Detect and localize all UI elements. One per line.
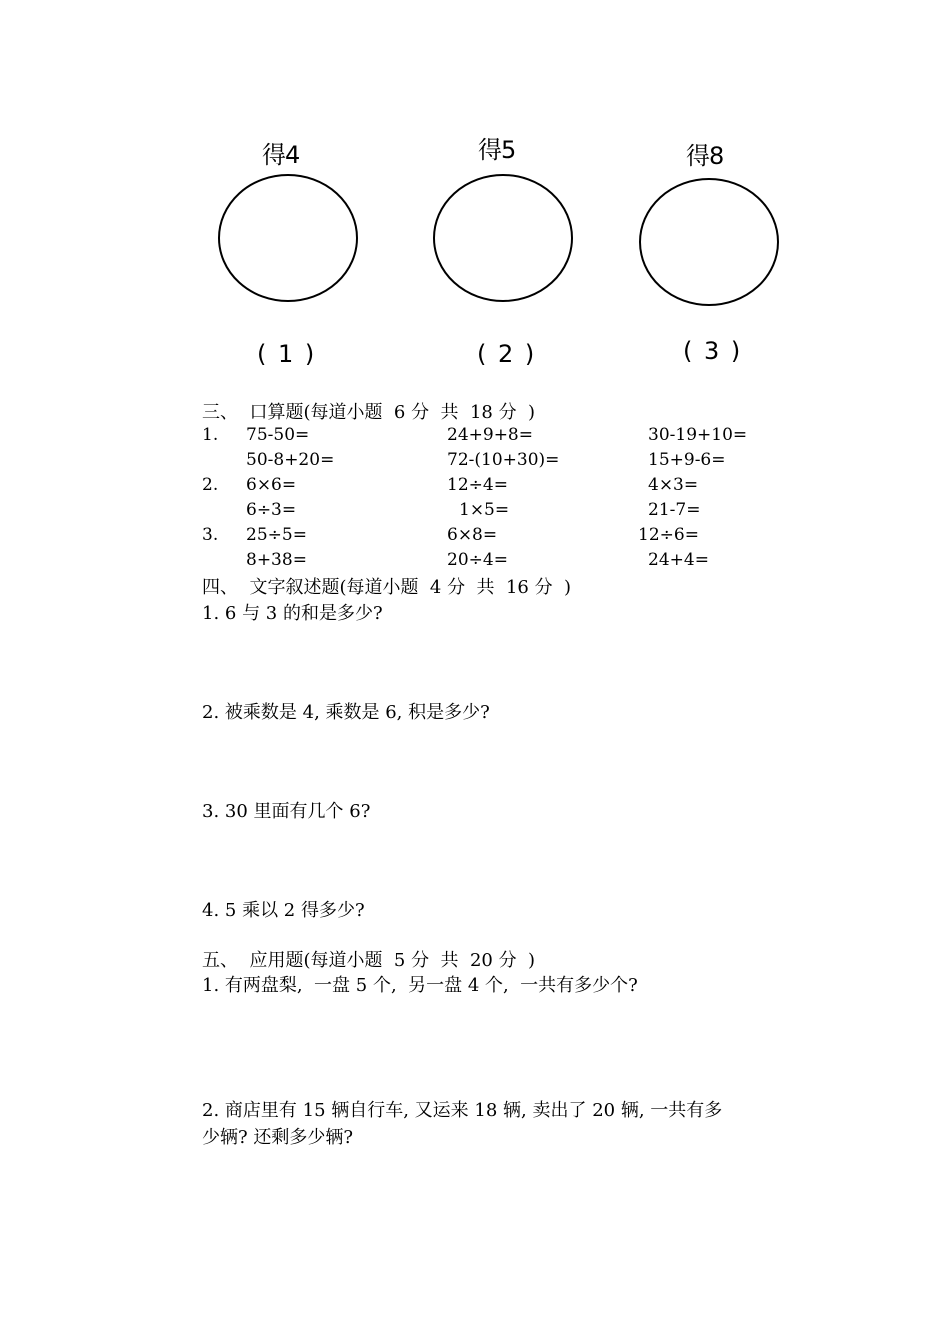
question-text: 1. 6 与 3 的和是多少? [202,603,383,624]
calc-item: 12÷4= [447,475,508,495]
section4-heading: 四、 文字叙述题(每道小题 4 分 共 16 分 ) [202,577,572,598]
circle-label-2: 得5 [478,136,516,164]
calc-item: 21-7= [648,500,701,520]
circle-label-1: 得4 [262,141,300,169]
answer-circle-1[interactable] [216,172,362,306]
circle-number-3: ( 3 ) [683,337,743,365]
question-text: 3. 30 里面有几个 6? [202,801,371,822]
answer-circle-3[interactable] [637,176,783,310]
calc-item: 24+9+8= [447,425,533,445]
question-text: 少辆? 还剩多少辆? [202,1127,354,1148]
row-number: 2. [202,475,219,495]
calc-item: 72-(10+30)= [447,450,560,470]
calc-item: 12÷6= [638,525,699,545]
question-text: 2. 被乘数是 4, 乘数是 6, 积是多少? [202,702,490,723]
question-text: 1. 有两盘梨, 一盘 5 个, 另一盘 4 个, 一共有多少个? [202,975,638,996]
calc-item: 20÷4= [447,550,508,570]
row-number: 1. [202,425,219,445]
calc-item: 1×5= [459,500,510,520]
section5-heading: 五、 应用题(每道小题 5 分 共 20 分 ) [202,950,536,971]
circle-label-3: 得8 [686,142,724,170]
circle-number-1: ( 1 ) [257,340,317,368]
calc-item: 15+9-6= [648,450,726,470]
answer-circle-2[interactable] [431,172,577,306]
calc-item: 24+4= [648,550,709,570]
row-number: 3. [202,525,219,545]
calc-item: 30-19+10= [648,425,748,445]
calc-item: 4×3= [648,475,699,495]
calc-item: 6×8= [447,525,498,545]
question-text: 4. 5 乘以 2 得多少? [202,900,365,921]
question-text: 2. 商店里有 15 辆自行车, 又运来 18 辆, 卖出了 20 辆, 一共有多 [202,1100,723,1121]
circle-number-2: ( 2 ) [477,340,537,368]
calc-item: 25÷5= [246,525,307,545]
calc-item: 6÷3= [246,500,297,520]
section3-heading: 三、 口算题(每道小题 6 分 共 18 分 ) [202,402,536,423]
calc-item: 6×6= [246,475,297,495]
calc-item: 75-50= [246,425,310,445]
calc-item: 50-8+20= [246,450,335,470]
calc-item: 8+38= [246,550,307,570]
